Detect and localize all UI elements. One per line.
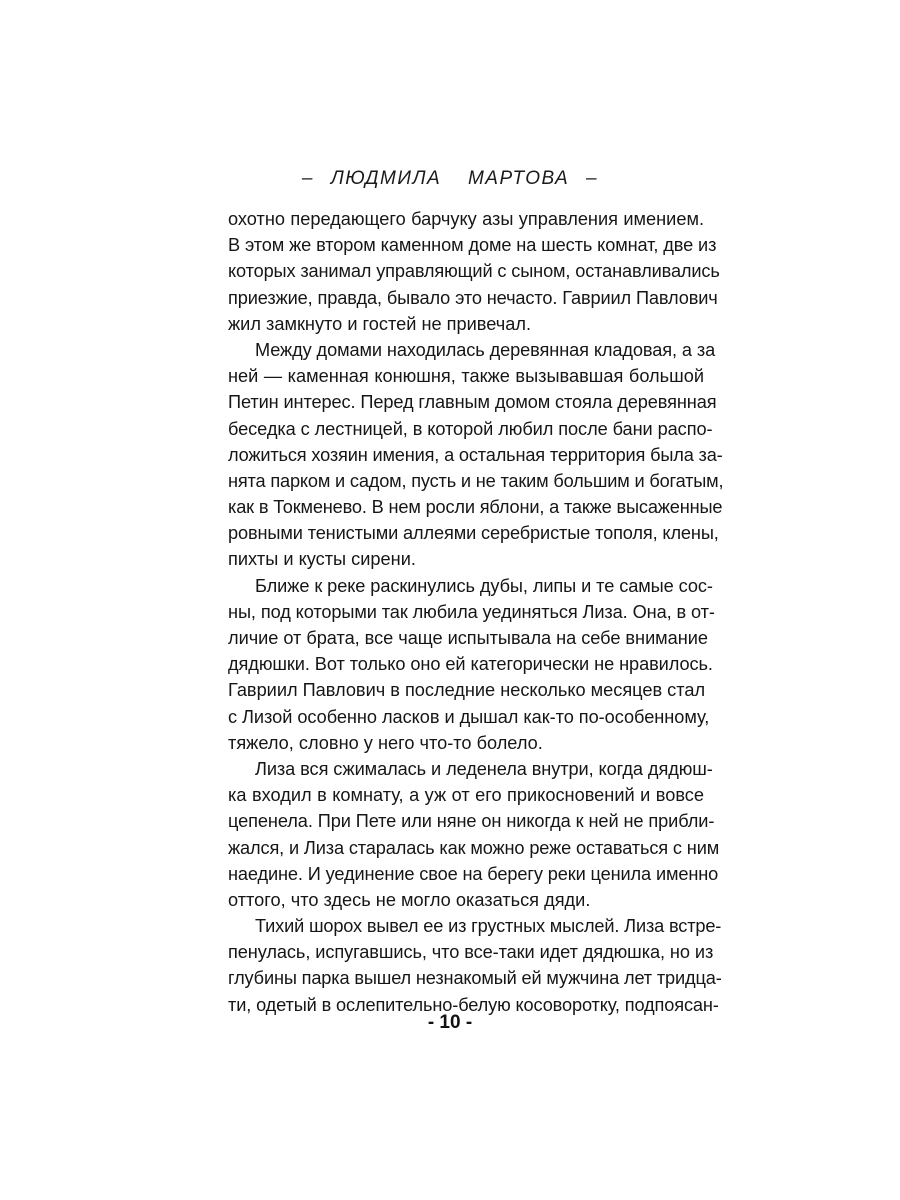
text-line: которых занимал управляющий с сыном, останавливались: [228, 261, 720, 282]
text-line: пенулась, испугавшись, что все-таки идет дядюшка, но из: [228, 942, 714, 963]
header-dash-left: –: [301, 168, 314, 189]
text-line: Тихий шорох вывел ее из грустных мыслей. Лиза встре-: [255, 916, 722, 937]
text-line: Ближе к реке раскинулись дубы, липы и те самые сос-: [255, 575, 713, 596]
body-text: [228, 206, 724, 1018]
text-line: ны, под которыми так любила уединяться Лиза. Она, в от-: [228, 601, 715, 622]
text-line: тяжело, словно у него что-то болело.: [228, 732, 543, 753]
text-line: личие от брата, все чаще испытывала на себе внимание: [228, 628, 708, 648]
text-line: Гавриил Павлович в последние несколько месяцев стал: [228, 680, 706, 701]
text-line: В этом же втором каменном доме на шесть комнат, две из: [228, 235, 717, 256]
text-line: жался, и Лиза старалась как можно реже оставаться с ним: [228, 837, 720, 858]
header-author-last-name: МАРТОВА: [467, 168, 570, 189]
text-line: ти, одетый в ослепительно-белую косоворотку, подпоясан-: [228, 994, 719, 1015]
text-line: Лиза вся сжималась и леденела внутри, когда дядюш-: [255, 758, 713, 779]
text-line: оттого, что здесь не могло оказаться дяди.: [228, 889, 591, 910]
text-line: ней — каменная конюшня, также вызывавшая большой: [228, 366, 704, 387]
text-line: наедине. И уединение свое на берегу реки ценила именно: [228, 863, 719, 884]
text-line: пихты и кусты сирени.: [228, 549, 416, 570]
text-line: Петин интерес. Перед главным домом стояла деревянная: [228, 392, 717, 413]
paragraph: [228, 756, 720, 913]
text-line: с Лизой особенно ласков и дышал как-то по-особенному,: [228, 706, 710, 727]
text-line: цепенела. При Пете или няне он никогда к ней не прибли-: [228, 811, 715, 832]
header-dash-right: –: [586, 168, 599, 189]
text-line: беседка с лестницей, в которой любил после бани распо-: [228, 418, 713, 439]
header-author-first-name: ЛЮДМИЛА: [330, 168, 442, 189]
text-line: ложиться хозяин имения, а остальная территория была за-: [228, 444, 723, 465]
text-line: охотно передающего барчуку азы управления имением.: [228, 209, 704, 229]
text-line: ровными тенистыми аллеями серебристые тополя, клены,: [228, 523, 719, 544]
text-line: нята парком и садом, пусть и не таким большим и богатым,: [228, 470, 724, 491]
text-line: приезжие, правда, бывало это нечасто. Гавриил Павлович: [228, 287, 718, 308]
text-line: Между домами находилась деревянная кладовая, а за: [255, 339, 716, 360]
paragraph: [228, 206, 720, 337]
paragraph: [228, 573, 715, 756]
page-number: - 10 -: [427, 1012, 473, 1033]
paragraph: [228, 913, 722, 1018]
text-line: как в Токменево. В нем росли яблони, а также высаженные: [228, 497, 723, 518]
running-header: [0, 168, 900, 190]
paragraph: [228, 337, 724, 573]
text-line: дядюшки. Вот только оно ей категорически не нравилось.: [228, 654, 713, 675]
text-line: жил замкнуто и гостей не привечал.: [228, 313, 532, 334]
text-line: ка входил в комнату, а уж от его прикосновений и вовсе: [228, 785, 704, 806]
text-line: глубины парка вышел незнакомый ей мужчина лет тридца-: [228, 968, 722, 989]
